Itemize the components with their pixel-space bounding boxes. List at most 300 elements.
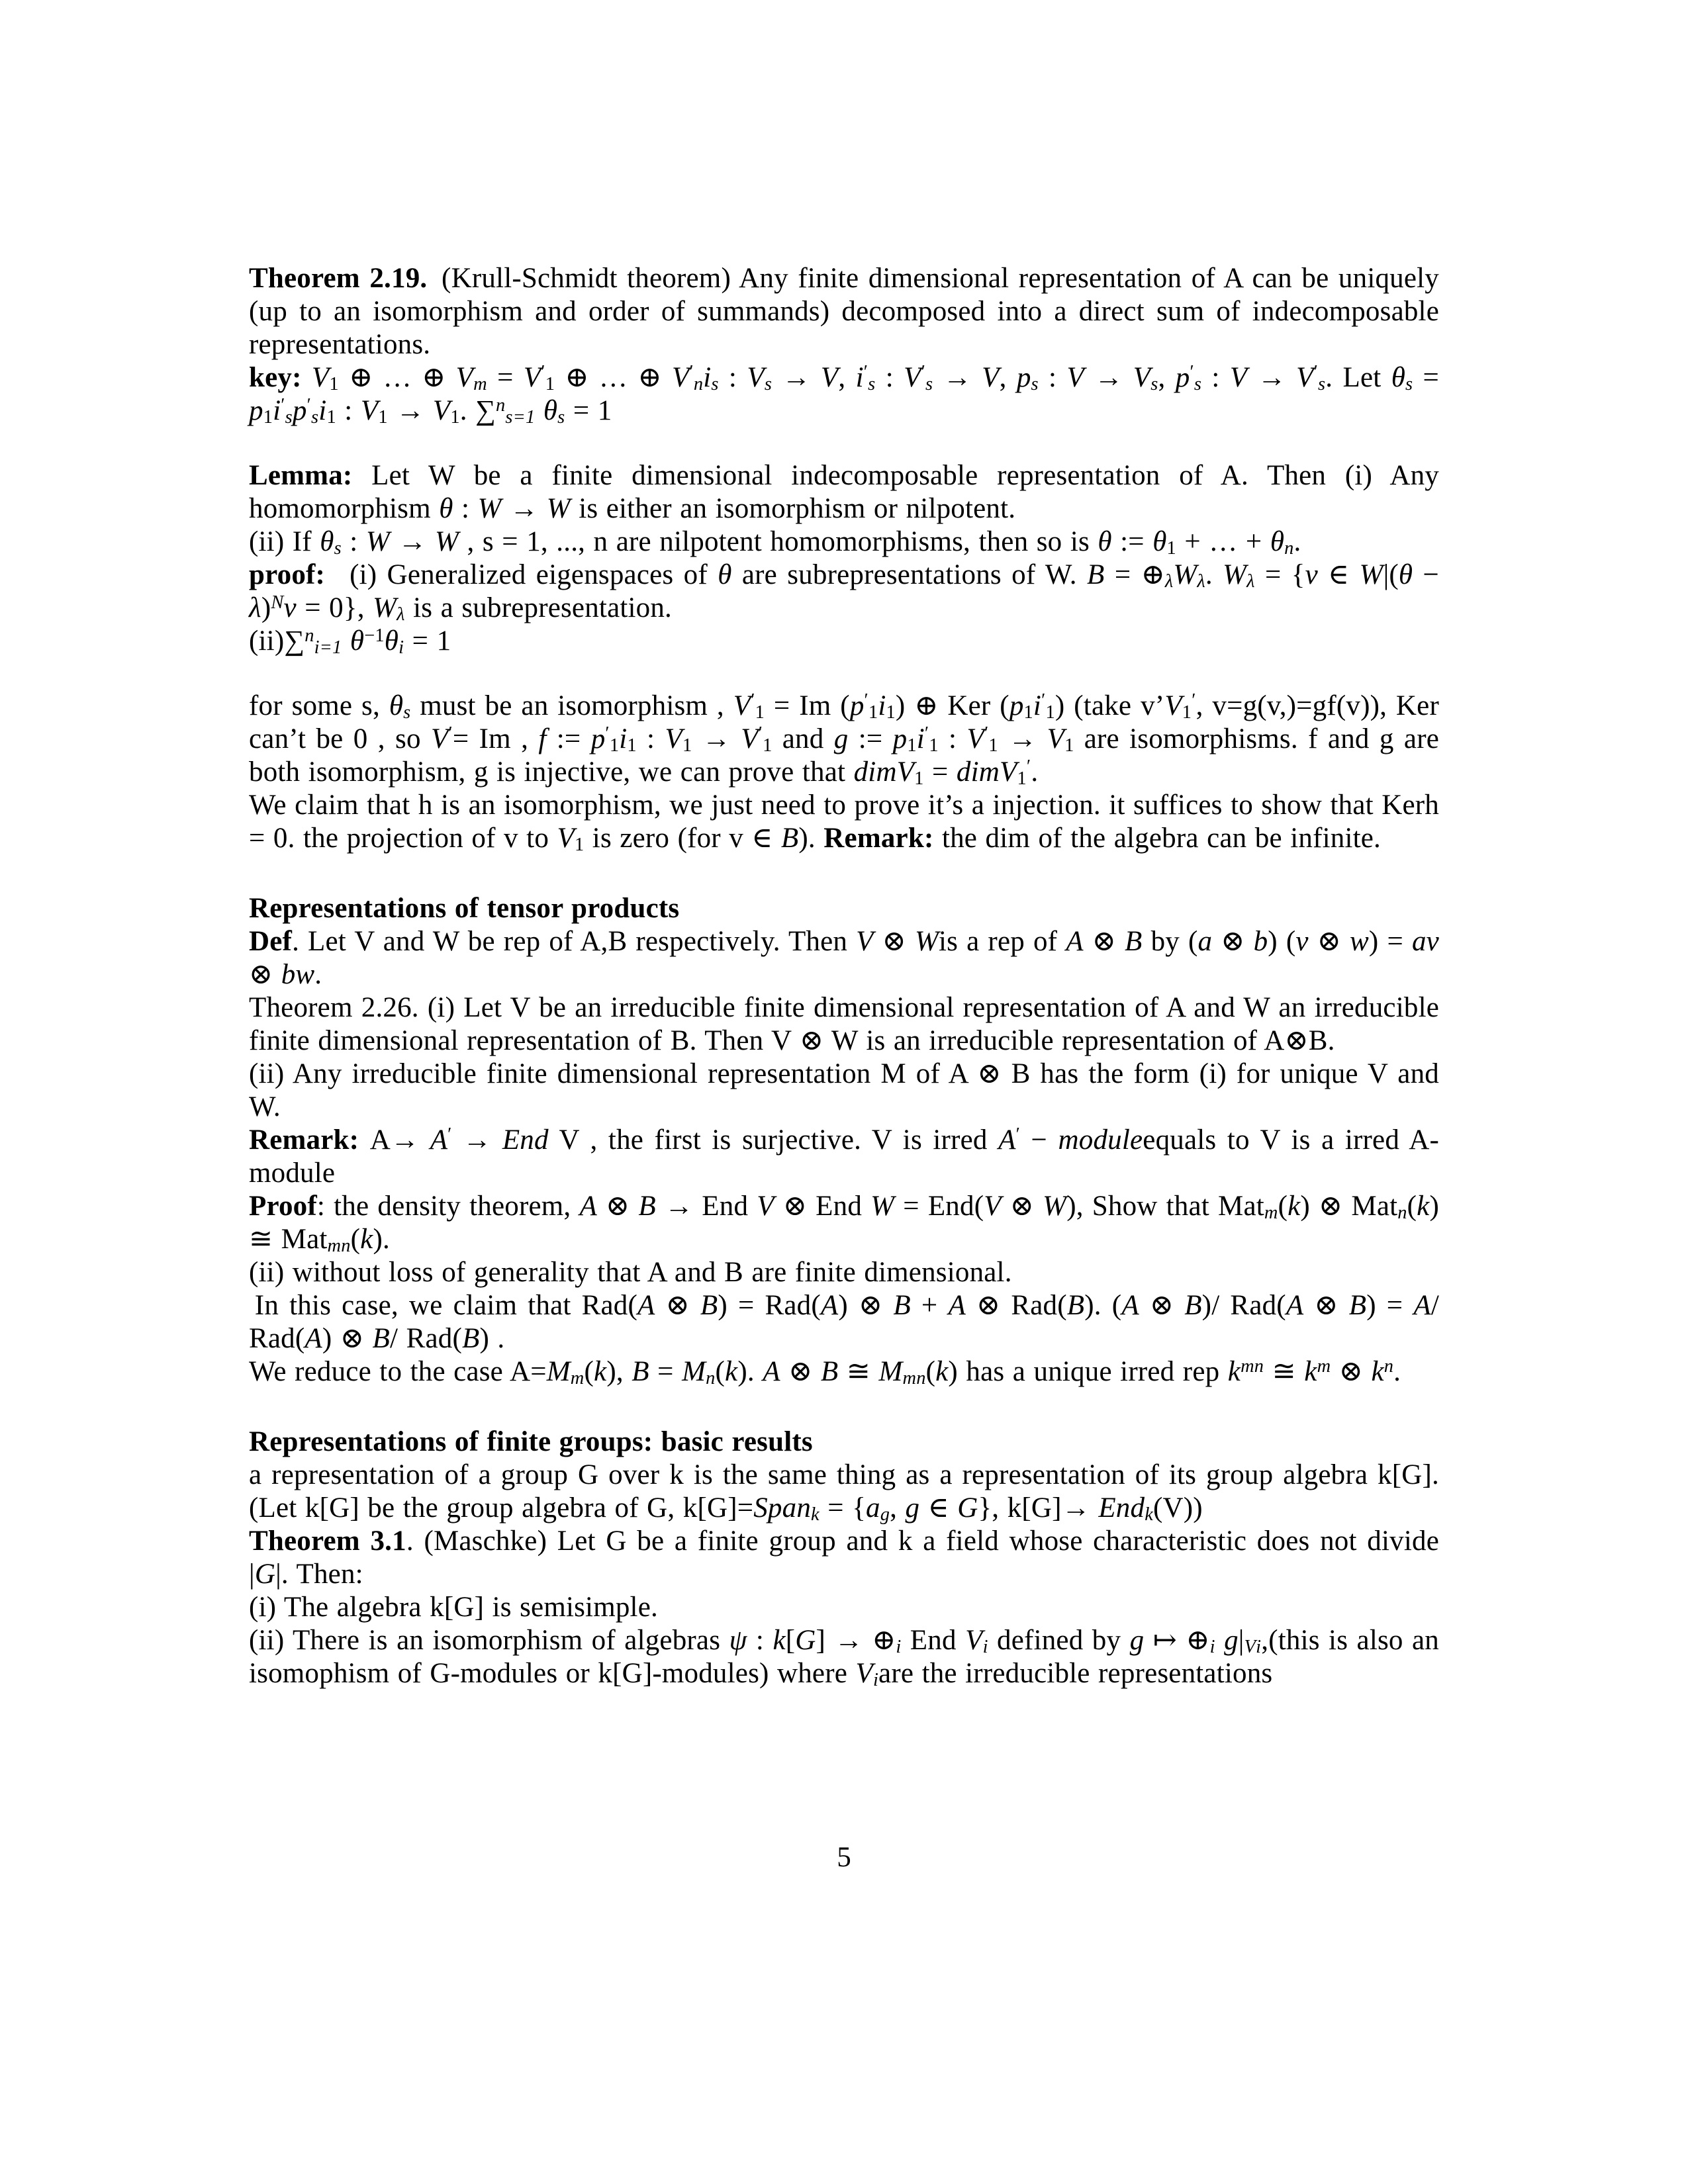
maschke-ii-run: ,(this is also an isomophism of G-modules or k[G]-modules) where [249,1625,1439,1689]
we-reduce-run: ( [584,1356,594,1387]
we-reduce-run: k [594,1356,607,1387]
group-algebra-run: k [811,1504,820,1525]
we-reduce-run: = [649,1356,682,1387]
key-line-run: = [487,362,524,393]
we-reduce-run: We reduce to the case A= [249,1356,547,1387]
def-tensor-run: Def [249,926,293,957]
in-this-case-run: In this case, we claim that Rad( [249,1290,637,1321]
in-this-case-run: A [948,1290,966,1321]
for-some-s-run: ′ [924,723,929,745]
lemma-part-ii-run: . [1293,526,1301,557]
lemma-proof-ii [249,625,1439,658]
key-line-run: p [249,395,263,426]
theorem-2-19 [249,262,1439,361]
key-line-run: V [820,362,839,393]
for-some-s-run: p [1009,690,1024,721]
we-reduce-run: k [1227,1356,1241,1387]
key-line-run: s [925,374,933,395]
remark-surjective-run: ′ [447,1124,452,1146]
key-line-run: s [311,407,319,428]
lemma-proof-run: } [343,592,357,623]
lemma-run: is either an isomorphism or nilpotent. [570,493,1016,524]
in-this-case-run: B [461,1323,480,1354]
maschke-ii-run: ψ [729,1625,747,1656]
key-line-run: θ [543,395,558,426]
we-reduce-run: mn [902,1368,926,1389]
for-some-s-run: g [833,723,849,754]
we-claim-run: ). [798,823,824,854]
in-this-case-run: ⊗ Rad( [965,1290,1067,1321]
key-line-run: ′ [689,362,694,383]
lemma-proof-run: (i) Generalized eigenspaces of [335,559,718,590]
lemma-proof-run: = ⊕ [1104,559,1165,590]
theorem-3-1-run: |. Then: [275,1559,363,1590]
maschke-ii-run: i [982,1637,988,1658]
group-algebra-run: (V)) [1153,1492,1203,1524]
we-reduce-run: n [706,1368,716,1389]
we-reduce-run: . [1393,1356,1401,1387]
maschke-ii-run: i [1209,1637,1215,1658]
key-line-run: ′ [281,395,285,416]
key-line-run: n [495,395,506,416]
for-some-s-run: . [1031,756,1039,788]
proof-density-run: W [1043,1191,1067,1222]
tensor-products-header [249,892,1439,925]
theorem-2-26-run: Theorem 2.26. (i) Let V be an irreducible finite dimensional representation of A and W an irreducible finite dimensional representation of B. Then V ⊗ W is an irreducible representation of A⊗B. [249,992,1439,1056]
in-this-case-run: A [305,1323,322,1354]
remark-surjective-run: A [998,1124,1016,1156]
we-reduce-run: ≅ [838,1356,879,1387]
theorem-2-26-ii-run: (ii) Any irreducible finite dimensional representation M of A ⊗ B has the form (i) for unique V and W. [249,1058,1439,1122]
we-reduce-run: m [1317,1356,1331,1377]
lemma-part-ii-run: , s = 1, ..., n are nilpotent homomorphisms, then so is [459,526,1098,557]
lemma-part-ii-run: → [389,526,436,557]
key-line-run: p [292,395,307,426]
we-claim [249,789,1439,855]
lemma-proof-run: is a subrepresentation. [404,592,672,623]
remark-surjective-run: equals to V is a irred A-module [249,1124,1439,1189]
we-reduce [249,1355,1439,1388]
remark-surjective-run: module [1058,1124,1143,1156]
for-some-s-run: ′ [751,690,755,711]
in-this-case-run: ) . [479,1323,505,1354]
we-reduce-run: k [935,1356,949,1387]
proof-density-run: ) ⊗ Mat [1300,1191,1398,1222]
for-some-s-run: = Im , [452,723,539,754]
key-line [249,361,1439,428]
lemma-proof-run: λ [397,604,405,625]
in-this-case-run: B [1184,1290,1202,1321]
finite-groups-header [249,1426,1439,1459]
lemma-proof-run: λ [1246,571,1255,592]
for-some-s-run: s [403,702,411,723]
lemma-proof-run: λ [249,592,261,623]
for-some-s-run: f [538,723,547,754]
key-line-run: 1 [326,407,336,428]
lemma-part-ii-run: + … + [1176,526,1270,557]
key-line-run: V [747,362,765,393]
for-some-s-run: = Im ( [765,690,850,721]
for-some-s-run: θ [389,690,404,721]
theorem-3-1 [249,1525,1439,1591]
we-claim-run: B [780,823,799,854]
theorem-3-1-run: Theorem 3.1 [249,1525,406,1557]
proof-density-run: k [360,1224,373,1255]
maschke-i [249,1591,1439,1624]
group-algebra-run: k [1145,1504,1154,1525]
key-line-run: s [1405,374,1413,395]
we-reduce-run: ). [737,1356,763,1387]
remark-surjective-run: End [502,1124,549,1156]
lemma-part-ii [249,525,1439,559]
we-reduce-run: B [820,1356,839,1387]
key-line-run: s [1194,374,1202,395]
for-some-s-run: ′ [605,723,610,745]
key-line-run: s [711,374,719,395]
we-reduce-run: B [632,1356,649,1387]
we-reduce-run: k [725,1356,738,1387]
for-some-s-run: p [590,723,606,754]
key-line-run: 1 [378,407,388,428]
we-reduce-run: k [1371,1356,1384,1387]
lemma-part-ii-run: θ [1152,526,1167,557]
lemma-proof-ii-run: (ii) [249,625,285,657]
for-some-s-run: 1 [929,735,939,756]
key-line-run: , [838,362,856,393]
proof-density-run: = End( [894,1191,984,1222]
def-tensor-run: V [856,926,874,957]
def-tensor-run: w [1349,926,1369,957]
key-line-run: → [933,362,982,393]
maschke-ii-run: i [872,1670,879,1691]
group-algebra-run: = [819,1492,853,1524]
we-claim-run: 1 [574,835,585,856]
for-some-s-run: 1 [755,702,765,723]
key-line-run: 1 [263,407,273,428]
we-reduce-run: M [878,1356,903,1387]
we-reduce-run: ( [715,1356,726,1387]
key-line-run: → [772,362,821,393]
in-this-case-run: B [700,1290,718,1321]
proof-density-run: Proof [249,1191,317,1222]
in-this-case-run: A [1413,1290,1431,1321]
key-line-run: n [693,374,704,395]
lemma-proof-ii-run: θ [350,625,365,657]
maschke-ii-run: (ii) There is an isomorphism of algebras [249,1625,729,1656]
key-line-run: i [318,395,327,426]
def-tensor-run: . [314,959,322,990]
in-this-case [249,1289,1439,1355]
maschke-ii-run: ] → ⊕ [816,1625,896,1656]
lemma-run: Let W be a finite dimensional indecomposable representation of A. Then (i) Any homomorphism [249,460,1440,524]
in-this-case-run: / Rad( [389,1323,462,1354]
wlog-run: (ii) without loss of generality that A and B are finite dimensional. [249,1257,1012,1288]
lemma-proof-ii-run [342,625,350,657]
key-line-run: ∑ [475,395,496,426]
key-line-run: V [1066,362,1084,393]
lemma-proof-ii-run: ∑ [284,625,305,657]
for-some-s-run: ) (take v’ [1055,690,1165,721]
we-reduce-run: mn [1241,1356,1264,1377]
in-this-case-run: B [372,1323,390,1354]
key-line-run: ′ [306,395,312,416]
we-reduce-run: ⊗ [1331,1356,1372,1387]
proof-density-run: V [984,1191,1002,1222]
proof-density-run: k [1417,1191,1430,1222]
lemma-proof-run: B [1087,559,1105,590]
lemma-proof-run: λ [1197,571,1205,592]
def-tensor-run: ⊗ [1212,926,1254,957]
key-line-run: p [1016,362,1031,393]
key-line-run: ′ [863,362,868,383]
maschke-ii-run: [ [785,1625,796,1656]
group-algebra-run: a [866,1492,880,1524]
key-line-run: m [473,374,487,395]
group-algebra-run: g [880,1504,890,1525]
in-this-case-run: A [1286,1290,1304,1321]
we-reduce-run: ), [606,1356,632,1387]
we-reduce-run: ≅ [1264,1356,1305,1387]
lemma-proof-run: proof: [249,559,336,590]
for-some-s-run: ′ [1192,690,1196,711]
remark-surjective-run: V , the first is surjective. V is irred [548,1124,999,1156]
key-line-run: s [1150,374,1158,395]
for-some-s-run: 1 [988,735,998,756]
lemma-proof-run: ) [261,592,271,623]
for-some-s-run: 1 [609,735,620,756]
maschke-ii-run: V [1244,1637,1256,1658]
theorem-2-26-ii [249,1058,1439,1124]
key-line-run: : [336,395,361,426]
lemma-proof-run: v [283,592,297,623]
def-tensor-run: v [1295,926,1309,957]
group-algebra-run: g [905,1492,920,1524]
maschke-ii-run: g [1224,1625,1239,1656]
for-some-s-run: i [619,723,628,754]
remark-surjective-run: − [1020,1124,1058,1156]
we-claim-run: is zero (for v ∈ [584,823,781,854]
key-line-run: ′ [541,362,545,383]
key-line-run: V [523,362,541,393]
proof-density-run: ⊗ [1001,1191,1043,1222]
key-line-run: 1 [450,407,460,428]
key-line-run: → [1084,362,1133,393]
lemma-proof-ii-run: θ [384,625,399,657]
lemma-proof-run: . [1205,559,1223,590]
remark-surjective-run: A→ [369,1124,430,1156]
def-tensor-run: ⊗ [249,959,281,990]
group-algebra-run: a representation of a group G over k is the same thing as a representation of its group algebra k[G].(Let k[G] be the group algebra of G, k[G]= [249,1459,1439,1524]
for-some-s-run: 1 [682,735,692,756]
for-some-s-run: = [923,756,957,788]
lemma-part-ii-run: s [334,538,342,559]
finite-groups-header-run: Representations of finite groups: basic results [249,1426,813,1457]
proof-density-run: ⊗ End [774,1191,871,1222]
lemma-run: → [501,493,547,524]
theorem-2-19-run: Theorem 2.19. [249,263,428,294]
key-line-run: V [982,362,1000,393]
lemma [249,459,1439,525]
lemma-run: W [477,493,502,524]
key-line-run: s [868,374,876,395]
key-line-run: V [360,395,379,426]
def-tensor-run: a [1197,926,1213,957]
key-line-run: V [1229,362,1248,393]
key-line-run: . Let [1325,362,1391,393]
for-some-s-run: V [733,690,751,721]
for-some-s-run: i [916,723,925,754]
group-algebra-run: { [852,1492,867,1524]
for-some-s-run: ′ [758,723,763,745]
lemma-proof-run: N [271,592,284,614]
in-this-case-run: )/ Rad( [1201,1290,1286,1321]
def-tensor-run: . Let V and W be rep of A,B respectively. Then [292,926,857,957]
for-some-s [249,690,1439,789]
lemma-proof-run: |( [1383,559,1399,590]
lemma-proof-run: − [1413,559,1439,590]
we-claim-run: Remark: [823,823,942,854]
group-algebra [249,1459,1439,1525]
for-some-s-run: 1 [886,702,896,723]
lemma-part-ii-run: θ [1270,526,1285,557]
key-line-run: ′ [1190,362,1194,383]
key-line-run: : [1201,362,1230,393]
we-reduce-run: ) has a unique irred rep [948,1356,1228,1387]
lemma-proof-run: W [373,592,397,623]
for-some-s-run: p [849,690,865,721]
we-reduce-run: ⊗ [780,1356,821,1387]
proof-density-run: ( [1278,1191,1288,1222]
key-line-run: V [455,362,474,393]
key-line-run: s [285,407,293,428]
for-some-s-run: 1 [627,735,637,756]
key-line-run: key: [249,362,312,393]
key-line-run: → [387,395,433,426]
in-this-case-run: ) = [1366,1290,1414,1321]
proof-density-run: ) ≅ Mat [249,1191,1439,1255]
for-some-s-run: ) ⊕ Ker ( [895,690,1009,721]
def-tensor-run: is a rep of [938,926,1066,957]
lemma-run: : [453,493,478,524]
proof-density-run: A [579,1191,597,1222]
key-line-run: . [459,395,476,426]
maschke-ii-run: : [747,1625,773,1656]
lemma-part-ii-run: θ [1098,526,1112,557]
for-some-s-run: 1 [868,702,878,723]
maschke-ii-run: ↦ ⊕ [1144,1625,1210,1656]
proof-density-run: W [870,1191,895,1222]
for-some-s-run: 1 [907,735,917,756]
lemma-proof-run: θ [1398,559,1413,590]
for-some-s-run: 1 [1045,702,1055,723]
for-some-s-run: for some s, [249,690,389,721]
maschke-ii-run: k [773,1625,786,1656]
key-line-run: → [1247,362,1297,393]
key-line-run: i [855,362,864,393]
lemma-proof-ii-run: i=1 [314,637,342,659]
maschke-ii-run: defined by [988,1625,1130,1656]
remark-surjective-run: Remark: [249,1124,370,1156]
proof-density-run: : the density theorem, [316,1191,580,1222]
lemma-proof-run: v [1305,559,1318,590]
for-some-s-run: V [966,723,984,754]
lemma-proof-run: W [1359,559,1383,590]
proof-density-run: → End [655,1191,757,1222]
maschke-ii [249,1624,1439,1690]
remark-surjective [249,1124,1439,1190]
lemma-proof-run: θ [718,559,732,590]
proof-density-run: ), Show that Mat [1066,1191,1264,1222]
lemma-proof-run: = [1254,559,1291,590]
lemma-part-ii-run: := [1111,526,1153,557]
in-this-case-run: ⊗ [1139,1290,1185,1321]
proof-density [249,1190,1439,1256]
we-claim-run: V [557,823,575,854]
maschke-ii-run: g [1129,1625,1145,1656]
key-line-run: = 1 [565,395,612,426]
group-algebra-run: , k[G]→ [992,1492,1099,1524]
maschke-ii-run: End [901,1625,966,1656]
lemma-run: W [546,493,571,524]
for-some-s-run: dimV [956,756,1017,788]
in-this-case-run: A [637,1290,655,1321]
key-line-run: ⊕ … ⊕ [338,362,456,393]
lemma-proof-run: λ [1164,571,1174,592]
we-reduce-run: M [546,1356,571,1387]
def-tensor-run: ⊗ [1308,926,1350,957]
we-reduce-run: k [1304,1356,1317,1387]
tensor-products-header-run: Representations of tensor products [249,893,680,924]
maschke-ii-run: V [965,1625,983,1656]
in-this-case-run: ) = Rad( [718,1290,821,1321]
for-some-s-run: V [1047,723,1065,754]
lemma-proof-run: W [1173,559,1197,590]
group-algebra-run: G [957,1492,978,1524]
def-tensor-run: bw [281,959,315,990]
def-tensor-run: A [1066,926,1084,957]
for-some-s-run: 1 [1017,768,1027,790]
theorem-3-1-run: . (Maschke) Let G be a finite group and k a field whose characteristic does not divide | [249,1525,1439,1590]
proof-density-run: n [1397,1203,1407,1224]
for-some-s-run: 1 [1064,735,1074,756]
text-block [249,262,1439,1690]
key-line-run: : [1038,362,1067,393]
remark-surjective-run: A [430,1124,448,1156]
lemma-part-ii-run: (ii) If [249,526,320,557]
key-line-run: i [273,395,281,426]
lemma-proof-run: = 0 [296,592,344,623]
for-some-s-run: 1 [914,768,924,790]
def-tensor-run: av [1411,926,1439,957]
proof-density-run: ⊗ [596,1191,639,1222]
for-some-s-run: ′ [984,723,989,745]
we-reduce-run: n [1383,1356,1394,1377]
key-line-run: 1 [329,374,339,395]
lemma-proof-ii-run: −1 [364,625,385,647]
maschke-i-run: (i) The algebra k[G] is semisimple. [249,1592,658,1623]
lemma-run: Lemma: [249,460,372,491]
lemma-proof-run: , [357,592,373,623]
for-some-s-run: must be an isomorphism , [410,690,733,721]
lemma-part-ii-run: : [341,526,366,557]
maschke-ii-run: V [855,1658,873,1689]
maschke-ii-run: are the irreducible representations [878,1658,1273,1689]
for-some-s-run: , v=g(v,)=gf(v)), Ker can’t be 0 , so [249,690,1439,754]
group-algebra-run: End [1098,1492,1145,1524]
maschke-ii-run [1215,1625,1224,1656]
for-some-s-run: are isomorphisms. f and g are both isomorphism, g is injective, we can prove that [249,723,1440,788]
remark-surjective-run: → [451,1124,502,1156]
